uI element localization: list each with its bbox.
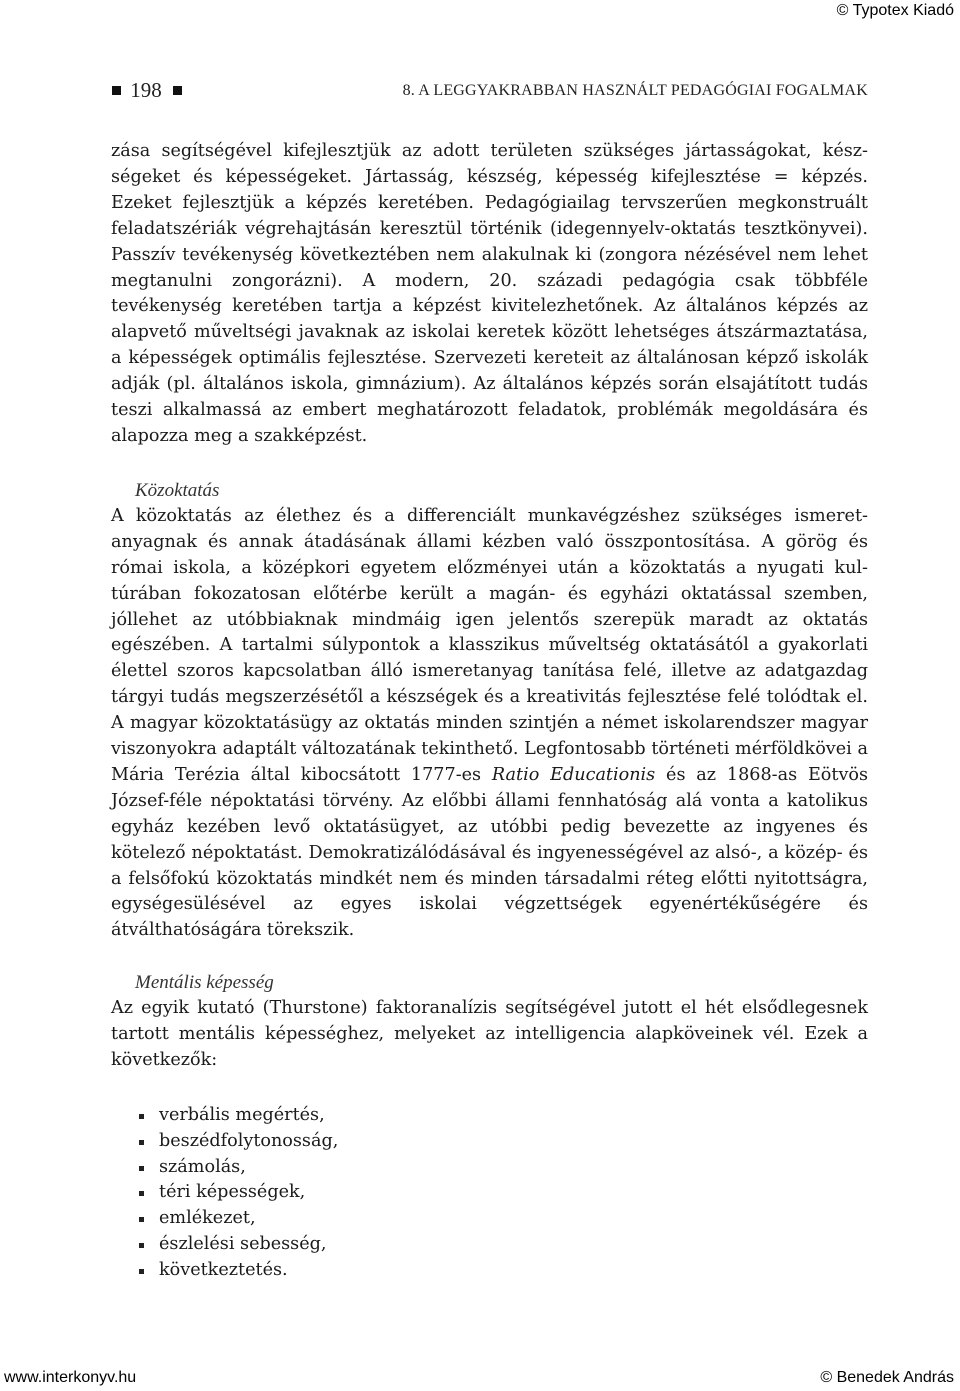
watermark-author: © Benedek András [820, 1369, 954, 1386]
list-item: számolás, [139, 1155, 868, 1181]
kozoktatas-text-a: A közoktatás az élethez és a differenciált munkavégzéshez szükséges ismeretanyagnak és annak átadásának állami kézben való összpontosítása. A görög és római iskola, a középkori egyetem előzményei után a közoktatás a nyugati kultúrában fokozatosan előtérbe került a magán- és egyházi oktatással szemben, jóllehet az utóbbiaknak mindmáig igen jelentős szerepük maradt az oktatás egészében. A tartalmi súlypontok a klasszikus műveltség oktatásától a gyakorlati élettel szoros kapcsolatban álló ismeretanyag tanítása felé, illetve az adatgazdag tárgyi tudás megszerzésétől a készségek és a kreativitás fejlesztése felé tolódtak el. A magyar közoktatásügy az oktatás minden szintjén a német iskolarendszer magyar viszonyokra adaptált változatának tekinthető. Legfontosabb történeti mérföldkövei a Mária Terézia által kibocsátott 1777-es [111, 505, 868, 785]
bullet-icon [139, 1191, 144, 1196]
bullet-icon [139, 1166, 144, 1171]
ratio-educationis-title: Ratio Educationis [491, 764, 656, 785]
bullet-icon [139, 1114, 144, 1119]
list-item: következtetés. [139, 1258, 868, 1284]
bullet-icon [139, 1217, 144, 1222]
square-bullet-icon [173, 86, 182, 95]
list-item: beszédfolytonosság, [139, 1129, 868, 1155]
ability-list [139, 1103, 868, 1284]
kozoktatas-text-b: és az 1868-as Eötvös József-féle népoktatási törvény. Az előbbi állami fennhatóság alá vonta a katolikus egyház kezében levő oktatásügyet, az utóbbi pedig bevezette az ingyenes és kötelező népoktatást. Demokratizálódásával és ingyenességével az alsó-, a közép- és a felsőfokú közoktatás mindkét nem és minden társadalmi réteg előtti nyitottságra, egységesülésével az egyes iskolai végzettségek egyenértékűségére és átválthatóságára törekszik. [111, 764, 869, 941]
watermark-publisher: © Typotex Kiadó [836, 2, 954, 19]
chapter-title: 8. A LEGGYAKRABBAN HASZNÁLT PEDAGÓGIAI FOGALMAK [402, 82, 868, 99]
list-item: észlelési sebesség, [139, 1232, 868, 1258]
list-item: téri képességek, [139, 1180, 868, 1206]
watermark-website: www.interkonyv.hu [4, 1369, 137, 1386]
page-number [112, 78, 182, 103]
page-number-text: 198 [130, 78, 162, 102]
square-bullet-icon [112, 86, 121, 95]
section-title-kozoktatas: Közoktatás [135, 479, 220, 501]
bullet-icon [139, 1140, 144, 1145]
list-item: emlékezet, [139, 1206, 868, 1232]
bullet-icon [139, 1243, 144, 1248]
intro-paragraph: zása segítségével kifejlesztjük az adott területen szükséges jártasságokat, készségeket és képességeket. Jártasság, készség, képesség kifejlesztése = képzés. Ezeket fejlesztjük a képzés keretében. Pedagógiailag tervszerűen megkonstruált feladatszériák végrehajtásán keresztül történik (idegennyelv-oktatás tesztkönyvei). Passzív tevékenység következtében nem alakulnak ki (zongora nézésével nem lehet megtanulni zongorázni). A modern, 20. századi pedagógia csak többféle tevékenység keretében tartja a képzést kivitelezhetőnek. Az általános képzés az alapvető műveltségi javaknak az iskolai keretek között lehetséges átszármaztatása, a képességek optimális fejlesztése. Szervezeti kereteit az általánosan képző iskolák adják (pl. általános iskola, gimnázium). Az általános képzés során elsajátított tudás teszi alkalmassá az embert meghatározott feladatok, problémák megoldására és alapozza meg a szakképzést. [111, 141, 868, 446]
bullet-icon [139, 1269, 144, 1274]
section-title-mentalis: Mentális képesség [135, 972, 274, 994]
kozoktatas-paragraph [111, 504, 868, 944]
page-body [111, 139, 868, 1284]
mentalis-paragraph: Az egyik kutató (Thurstone) faktoranalízis segítségével jutott el hét elsődlegesnek tartott mentális képességhez, melyeket az intelligencia alapköveinek vél. Ezek a következők: [111, 998, 868, 1071]
page-header [112, 78, 868, 108]
list-item: verbális megértés, [139, 1103, 868, 1129]
